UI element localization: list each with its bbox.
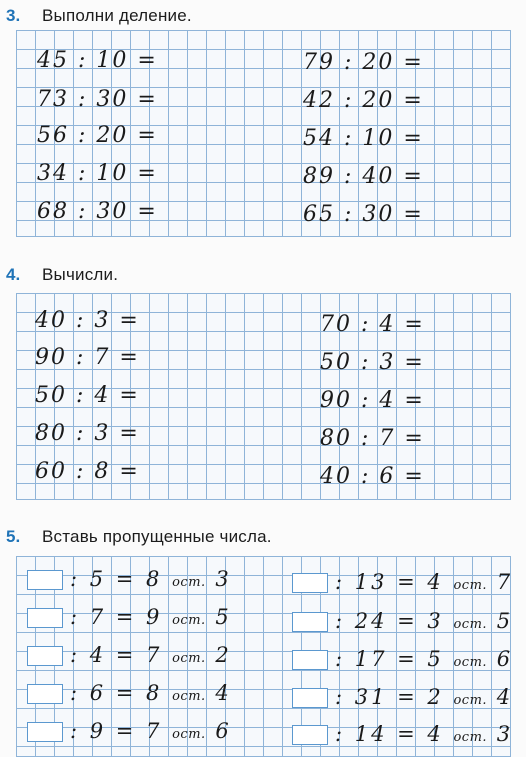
task-4-expr-left-3: 50 : 4 =	[35, 383, 140, 408]
task-3-expr-left-2: 73 : 30 =	[37, 87, 158, 112]
answer-box-right-1[interactable]	[292, 573, 328, 593]
answer-box-left-5[interactable]	[27, 722, 63, 742]
task-3-expr-left-3: 56 : 20 =	[37, 123, 158, 148]
answer-box-left-1[interactable]	[27, 570, 63, 590]
task-number: 4.	[6, 265, 21, 284]
task-5-expr-left-2: : 7 = 9 ост. 5	[70, 605, 232, 629]
task-number: 5.	[6, 527, 21, 546]
task-3-heading	[6, 3, 192, 29]
task-5-expr-left-3: : 4 = 7 ост. 2	[70, 643, 232, 667]
task-5-expr-right-1: : 13 = 4 ост. 7	[335, 570, 514, 594]
task-5-heading	[6, 524, 272, 550]
task-3-expr-right-4: 89 : 40 =	[303, 164, 424, 189]
task-4-expr-left-5: 60 : 8 =	[35, 459, 140, 484]
task-4-expr-right-1: 70 : 4 =	[320, 312, 425, 337]
answer-box-right-2[interactable]	[292, 612, 328, 632]
task-number: 3.	[6, 6, 21, 25]
task-3-expr-left-1: 45 : 10 =	[37, 48, 158, 73]
answer-box-right-5[interactable]	[292, 725, 328, 745]
task-title: Вставь пропущенные числа.	[42, 527, 272, 546]
task-3-expr-right-3: 54 : 10 =	[303, 126, 424, 151]
task-title: Выполни деление.	[42, 6, 192, 25]
answer-box-left-2[interactable]	[27, 608, 63, 628]
task-title: Вычисли.	[42, 265, 119, 284]
answer-box-right-4[interactable]	[292, 688, 328, 708]
task-5-expr-left-5: : 9 = 7 ост. 6	[70, 719, 232, 743]
task-3-expr-right-2: 42 : 20 =	[303, 88, 424, 113]
task-5-expr-left-1: : 5 = 8 ост. 3	[70, 567, 232, 591]
task-3-expr-right-5: 65 : 30 =	[303, 202, 424, 227]
task-5-expr-right-4: : 31 = 2 ост. 4	[335, 685, 514, 709]
task-5-expr-right-3: : 17 = 5 ост. 6	[335, 647, 514, 671]
answer-box-left-3[interactable]	[27, 646, 63, 666]
task-5-expr-left-4: : 6 = 8 ост. 4	[70, 681, 232, 705]
task-4-expr-right-5: 40 : 6 =	[320, 464, 425, 489]
answer-box-right-3[interactable]	[292, 650, 328, 670]
task-4-expr-left-1: 40 : 3 =	[35, 308, 140, 333]
task-4-expr-right-3: 90 : 4 =	[320, 388, 425, 413]
task-4-expr-right-2: 50 : 3 =	[320, 350, 425, 375]
task-3-expr-right-1: 79 : 20 =	[303, 50, 424, 75]
answer-box-left-4[interactable]	[27, 684, 63, 704]
task-4-expr-left-4: 80 : 3 =	[35, 421, 140, 446]
task-3-expr-left-5: 68 : 30 =	[37, 199, 158, 224]
task-4-heading	[6, 262, 118, 288]
task-3-expr-left-4: 34 : 10 =	[37, 161, 158, 186]
task-4-expr-left-2: 90 : 7 =	[35, 345, 140, 370]
task-5-expr-right-5: : 14 = 4 ост. 3	[335, 722, 514, 746]
task-5-expr-right-2: : 24 = 3 ост. 5	[335, 609, 514, 633]
task-4-expr-right-4: 80 : 7 =	[320, 426, 425, 451]
